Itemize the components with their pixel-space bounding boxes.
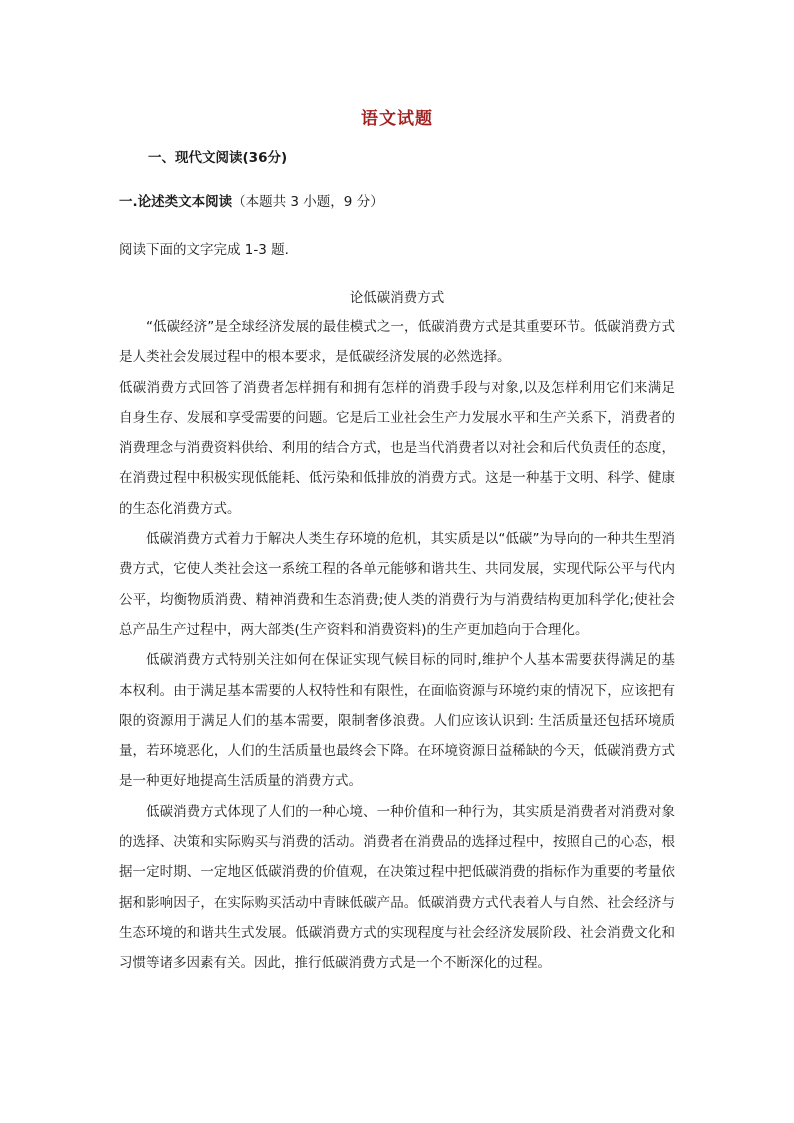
subsection-heading bbox=[119, 190, 384, 210]
article-paragraph: 低碳消费方式体现了人们的一种心境、一种价值和一种行为，其实质是消费者对消费对象的选择、决策和实际购买与消费的活动。消费者在消费品的选择过程中，按照自己的心态，根据一定时期、一定地区低碳消费的价值观，在决策过程中把低碳消费的指标作为重要的考量依据和影响因子，在实际购买活动中青睐低碳产品。低碳消费方式代表着人与自然、社会经济与生态环境的和谐共生式发展。低碳消费方式的实现程度与社会经济发展阶段、社会消费文化和习惯等诸多因素有关。因此，推行低碳消费方式是一个不断深化的过程。 bbox=[119, 803, 675, 972]
subsection-note: （本题共 3 小题，9 分） bbox=[232, 194, 384, 210]
article-paragraph: 低碳消费方式特别关注如何在保证实现气候目标的同时,维护个人基本需要获得满足的基本权利。由于满足基本需要的人权特性和有限性，在面临资源与环境约束的情况下，应该把有限的资源用于满足人们的基本需要，限制奢侈浪费。人们应该认识到: 生活质量还包括环境质量，若环境恶化，人们的生活质量也最终会下降。在环境资源日益稀缺的今天，低碳消费方式是一种更好地提高生活质量的消费方式。 bbox=[119, 652, 675, 790]
article-paragraph: 低碳消费方式着力于解决人类生存环境的危机，其实质是以“低碳”为导向的一种共生型消费方式，它使人类社会这一系统工程的各单元能够和谐共生、共同发展，实现代际公平与代内公平，均衡物质消费、精神消费和生态消费;使人类的消费行为与消费结构更加科学化;使社会总产品生产过程中，两大部类(生产资料和消费资料)的生产更加趋向于合理化。 bbox=[119, 531, 675, 638]
section-heading: 一、现代文阅读(36分) bbox=[148, 150, 288, 166]
article-body bbox=[119, 312, 675, 979]
page-title: 语文试题 bbox=[361, 109, 433, 129]
subsection-label: 一.论述类文本阅读 bbox=[119, 194, 233, 210]
reading-instruction: 阅读下面的文字完成 1-3 题. bbox=[119, 242, 289, 258]
article-paragraph: 低碳消费方式回答了消费者怎样拥有和拥有怎样的消费手段与对象,以及怎样利用它们来满足自身生存、发展和享受需要的问题。它是后工业社会生产力发展水平和生产关系下，消费者的消费理念与消费资料供给、利用的结合方式，也是当代消费者以对社会和后代负责任的态度，在消费过程中积极实现低能耗、低污染和低排放的消费方式。这是一种基于文明、科学、健康的生态化消费方式。 bbox=[119, 379, 675, 517]
article-paragraph: “低碳经济”是全球经济发展的最佳模式之一，低碳消费方式是其重要环节。低碳消费方式是人类社会发展过程中的根本要求，是低碳经济发展的必然选择。 bbox=[119, 319, 675, 366]
article-title: 论低碳消费方式 bbox=[349, 290, 445, 306]
